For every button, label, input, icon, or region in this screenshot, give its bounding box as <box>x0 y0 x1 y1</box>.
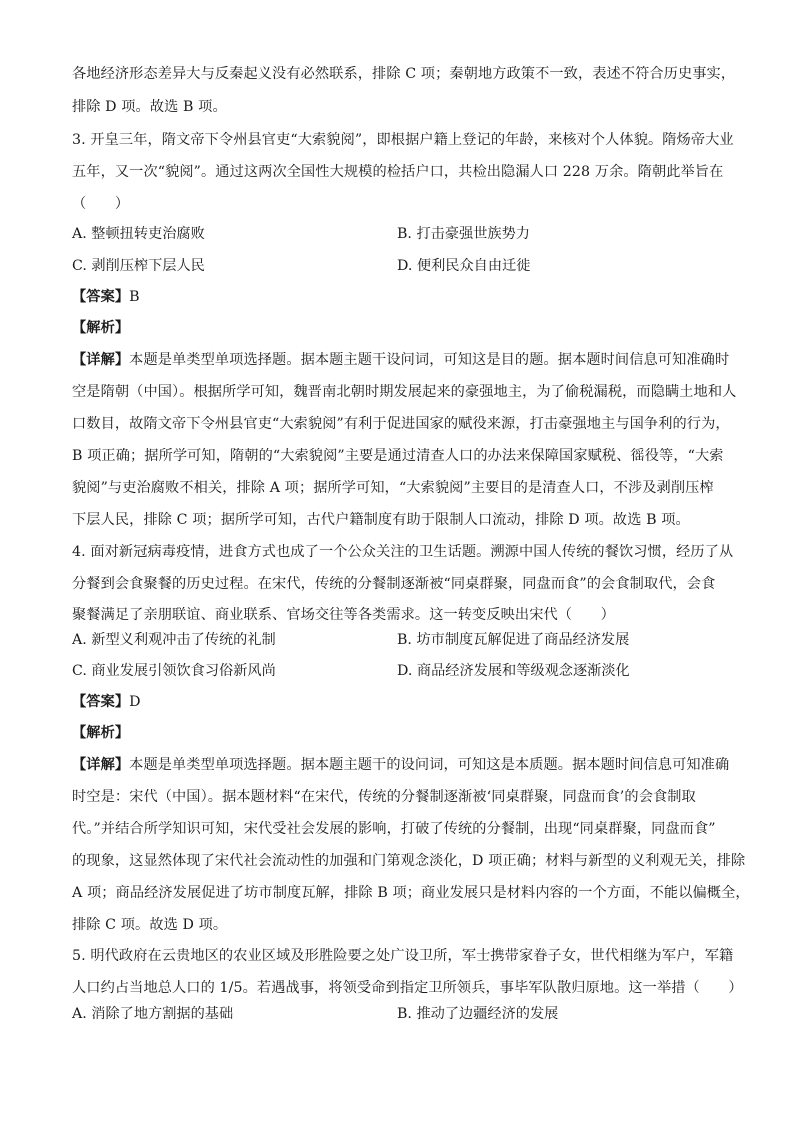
question-4-option-d: D. 商品经济发展和等级观念逐渐淡化 <box>397 663 630 679</box>
question-4-detail <box>72 755 732 775</box>
detail-tag: 【详解】 <box>72 757 130 773</box>
question-3-answer <box>72 287 732 307</box>
question-4-analysis-tag <box>72 723 732 743</box>
answer-value: B <box>129 289 140 305</box>
detail-tag: 【详解】 <box>72 352 130 368</box>
question-5-option-b: B. 推动了边疆经济的发展 <box>397 1006 559 1022</box>
question-4-option-b: B. 坊市制度瓦解促进了商品经济发展 <box>397 632 630 648</box>
question-5-stem: 5. 明代政府在云贵地区的农业区域及形胜险要之处广设卫所，军士携带家眷子女，世代相继为军户，军籍 <box>72 948 734 964</box>
question-4-detail: 排除 C 项。故选 D 项。 <box>72 917 228 933</box>
question-4-detail: 的现象，这显然体现了宋代社会流动性的加强和门第观念淡化，D 项正确；材料与新型的义利观无关，排除 <box>72 853 746 869</box>
question-4-stem: 聚餐满足了亲朋联谊、商业联系、官场交往等各类需求。这一转变反映出宋代（ ） <box>72 607 615 623</box>
question-4-detail: A 项；商品经济发展促进了坊市制度瓦解，排除 B 项；商业发展只是材料内容的一个方面，不能以偏概全， <box>72 885 750 901</box>
question-3-analysis-tag <box>72 318 732 338</box>
question-3-stem: （ ） <box>72 196 130 212</box>
answer-tag: 【答案】 <box>72 289 130 305</box>
question-4-stem: 4. 面对新冠病毒疫情，进食方式也成了一个公众关注的卫生话题。溯源中国人传统的餐饮习惯，经历了从 <box>72 544 734 560</box>
question-3-detail: 空是隋朝（中国）。根据所学可知，魏晋南北朝时期发展起来的豪强地主，为了偷税漏税，而隐瞒土地和人 <box>72 384 737 400</box>
question-4-option-c: C. 商业发展引领饮食习俗新风尚 <box>72 663 276 679</box>
question-3-detail: B 项正确；据所学可知，隋朝的“大索貌阅”主要是通过清查人口的办法来保障国家赋税、徭役等，“大索 <box>72 448 724 464</box>
question-3-detail: 口数目，故隋文帝下令州县官吏“大索貌阅”有利于促进国家的赋役来源，打击豪强地主与国争利的行为， <box>72 416 730 432</box>
analysis-tag: 【解析】 <box>72 725 130 741</box>
question-4-option-a: A. 新型义利观冲击了传统的礼制 <box>72 632 276 648</box>
question-3-detail: 下层人民，排除 C 项；据所学可知，古代户籍制度有助于限制人口流动，排除 D 项。故选 B 项。 <box>72 512 690 528</box>
question-3-detail <box>72 350 732 370</box>
question-4-stem: 分餐到会食聚餐的历史过程。在宋代，传统的分餐制逐渐被“同桌群聚，同盘而食”的会食制取代，会食 <box>72 576 716 592</box>
question-3-option-c: C. 剥削压榨下层人民 <box>72 258 205 274</box>
analysis-tag: 【解析】 <box>72 320 130 336</box>
question-3-detail: 貌阅”与吏治腐败不相关，排除 A 项；据所学可知，“大索貌阅”主要目的是清查人口，不涉及剥削压榨 <box>72 480 714 496</box>
detail-text: 本题是单类型单项选择题。据本题主题干的设问词，可知这是本质题。据本题时间信息可知准确 <box>129 757 730 773</box>
answer-value: D <box>129 694 141 710</box>
question-4-answer <box>72 692 732 712</box>
question-5-stem: 人口约占当地总人口的 1/5。若遇战事，将领受命到指定卫所领兵，事毕军队散归原地。这一举措（ ） <box>72 980 743 996</box>
text-line: 各地经济形态差异大与反秦起义没有必然联系，排除 C 项；秦朝地方政策不一致，表述不符合历史事实， <box>72 66 736 82</box>
question-3-option-b: B. 打击豪强世族势力 <box>397 226 530 242</box>
question-4-detail: 代。”并结合所学知识可知，宋代受社会发展的影响，打破了传统的分餐制，出现“同桌群聚，同盘而食” <box>72 821 716 837</box>
question-5-option-a: A. 消除了地方割据的基础 <box>72 1006 234 1022</box>
detail-text: 本题是单类型单项选择题。据本题主题干设问词，可知这是目的题。据本题时间信息可知准确时 <box>129 352 730 368</box>
text-line: 排除 D 项。故选 B 项。 <box>72 99 227 115</box>
answer-tag: 【答案】 <box>72 694 130 710</box>
question-4-detail: 时空是：宋代（中国）。据本题材料“在宋代，传统的分餐制逐渐被‘同桌群聚，同盘而食’的会食制取 <box>72 789 696 805</box>
question-3-stem: 3. 开皇三年，隋文帝下令州县官吏“大索貌阅”，即根据户籍上登记的年龄，来核对个人体貌。隋炀帝大业 <box>72 132 734 148</box>
question-3-option-a: A. 整顿扭转吏治腐败 <box>72 226 205 242</box>
question-3-stem: 五年，又一次“貌阅”。通过这两次全国性大规模的检括户口，共检出隐漏人口 228 万余。隋朝此举旨在 <box>72 164 724 180</box>
question-3-option-d: D. 便利民众自由迁徙 <box>397 258 531 274</box>
